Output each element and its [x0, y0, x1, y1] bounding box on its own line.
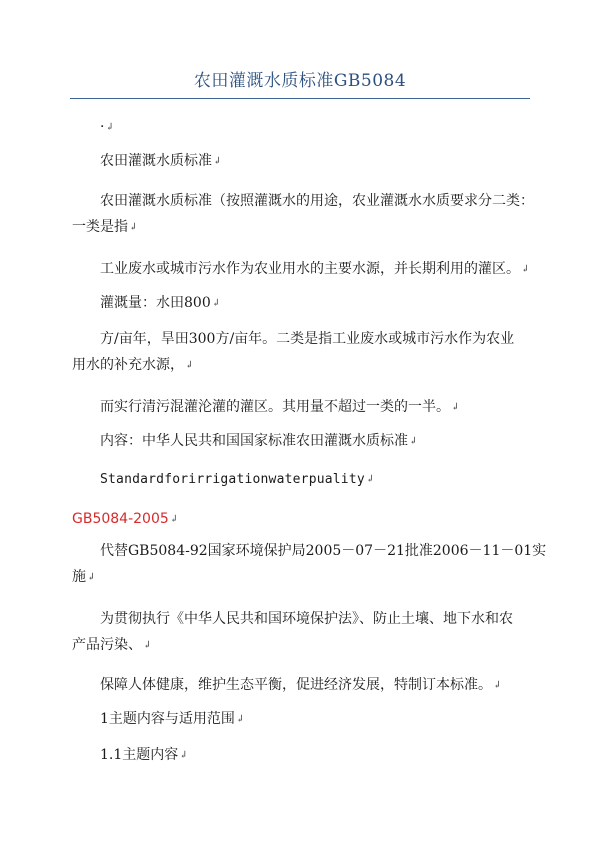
paragraph-intro [72, 188, 532, 241]
bullet-dot: · [100, 119, 105, 135]
paragraph-mark-icon: ↲ [87, 572, 96, 583]
paragraph-mark-icon: ↲ [213, 156, 222, 167]
paragraph-mark-icon: ↲ [521, 264, 530, 275]
standard-number-heading [72, 506, 532, 533]
paragraph-mark-icon: ↲ [211, 298, 221, 309]
paragraph-text: 产品污染、 [72, 637, 142, 653]
paragraph-mixed-irrigation [72, 394, 532, 421]
paragraph-text: 农田灌溉水质标准 [100, 153, 212, 169]
section-heading-text: 1.1主题内容 [100, 747, 179, 763]
paragraph-text: 方/亩年，旱田300方/亩年。二类是指工业废水或城市污水作为农业 [100, 331, 515, 347]
paragraph-mark-icon: ↲ [493, 680, 502, 691]
paragraph-irrigation-amount [72, 290, 532, 317]
section-heading-1-1 [72, 742, 532, 769]
paragraph-text: 一类是指 [72, 219, 128, 235]
paragraph-type-two [72, 326, 532, 379]
paragraph-mark-icon: ↲ [143, 640, 152, 651]
paragraph-text: 工业废水或城市污水作为农业用水的主要水源，并长期利用的灌区。 [100, 261, 520, 277]
paragraph-text: 为贯彻执行《中华人民共和国环境保护法》、防止土壤、地下水和农 [100, 611, 513, 627]
paragraph-mark-icon: ↲ [179, 750, 188, 761]
paragraph-mark-icon: ↲ [365, 474, 375, 485]
paragraph-mark-icon: ↲ [169, 514, 179, 525]
paragraph-mark-icon: ↲ [409, 436, 418, 447]
paragraph-mark-icon: ↲ [235, 714, 245, 725]
paragraph-purpose [72, 606, 532, 659]
title-divider [70, 98, 530, 99]
paragraph-text: 保障人体健康，维护生态平衡，促进经济发展，特制订本标准。 [100, 677, 492, 693]
paragraph-mark-icon: ↲ [105, 122, 114, 133]
paragraph-mark-icon: ↲ [451, 402, 460, 413]
standard-number-text: GB5084-2005 [72, 511, 169, 527]
paragraph-text: 用水的补充水源， [72, 357, 184, 373]
paragraph-mark-icon: ↲ [185, 360, 194, 371]
paragraph-water-source [72, 256, 532, 283]
english-title-text: Standardforirrigationwaterpuality [100, 472, 365, 487]
paragraph-mark-icon: ↲ [129, 222, 138, 233]
paragraph-text: 施 [72, 569, 86, 585]
paragraph-text: 灌溉量：水田800 [100, 295, 211, 311]
paragraph-heading [72, 148, 532, 175]
section-heading-text: 1主题内容与适用范围 [100, 711, 235, 727]
paragraph-text: 内容：中华人民共和国国家标准农田灌溉水质标准 [100, 433, 408, 449]
paragraph-bullet [72, 114, 532, 141]
paragraph-replaces [72, 538, 547, 591]
paragraph-text: 而实行清污混灌沦灌的灌区。其用量不超过一类的一半。 [100, 399, 450, 415]
paragraph-english-title [72, 466, 532, 493]
paragraph-content [72, 428, 532, 455]
paragraph-health [72, 672, 532, 699]
paragraph-text: 代替GB5084-92国家环境保护局2005－07－21批准2006－11－01实 [100, 543, 547, 559]
paragraph-text: 农田灌溉水质标准（按照灌溉水的用途，农业灌溉水水质要求分二类： [100, 193, 534, 209]
section-heading-1 [72, 706, 532, 733]
page-title: 农田灌溉水质标准GB5084 [193, 71, 407, 91]
